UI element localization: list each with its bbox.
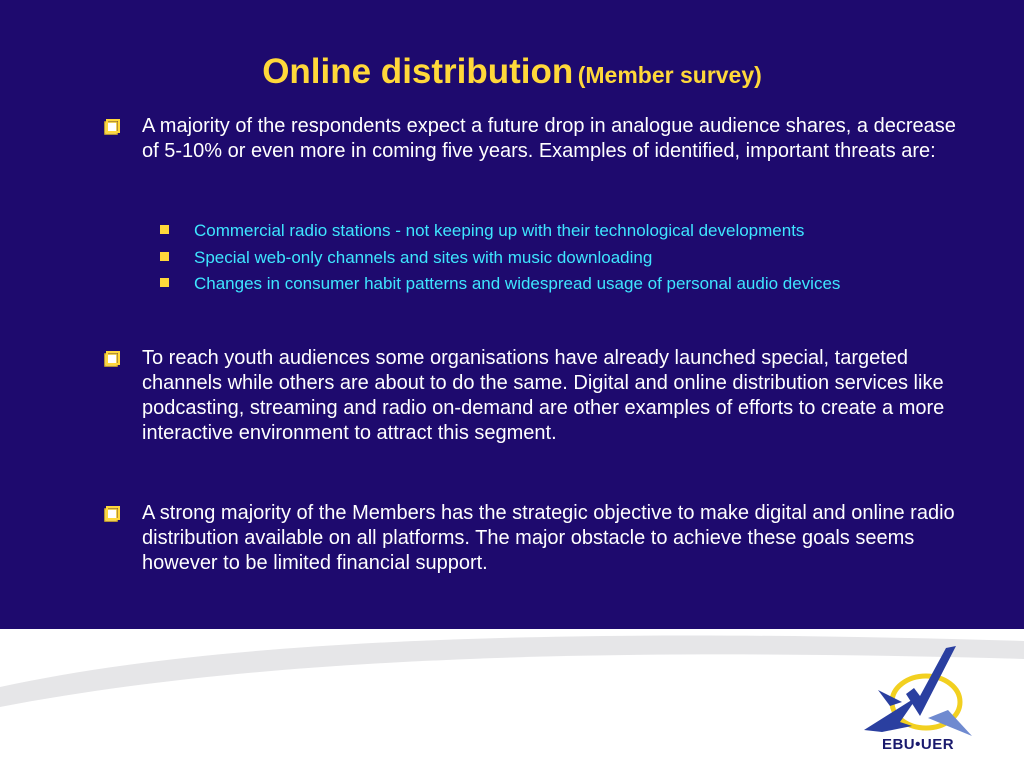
bullet-item bbox=[102, 346, 962, 446]
bullet-item bbox=[102, 501, 962, 576]
bullet-text: A strong majority of the Members has the strategic objective to make digital and online radio distribution available on all platforms. The major obstacle to achieve these goals seems however to be limited financial support. bbox=[142, 502, 955, 574]
sub-bullet-text: Commercial radio stations - not keeping up with their technological developments bbox=[194, 221, 805, 240]
sub-bullet-item bbox=[160, 273, 980, 300]
checkbox-bullet-icon bbox=[102, 349, 122, 369]
title-subtitle: (Member survey) bbox=[577, 62, 762, 88]
threat-list bbox=[160, 220, 980, 300]
square-bullet-icon bbox=[160, 278, 169, 287]
bullet-text: A majority of the respondents expect a future drop in analogue audience shares, a decrease of 5-10% or even more in coming five years. Examples of identified, important threats are: bbox=[142, 115, 956, 162]
checkbox-bullet-icon bbox=[102, 504, 122, 524]
title-main: Online distribution bbox=[262, 52, 574, 91]
slide-title bbox=[0, 52, 1024, 92]
ebu-logo-text: EBU•UER bbox=[881, 736, 955, 753]
sub-bullet-text: Changes in consumer habit patterns and widespread usage of personal audio devices bbox=[194, 274, 841, 293]
checkbox-bullet-icon bbox=[102, 117, 122, 137]
sub-bullet-text: Special web-only channels and sites with music downloading bbox=[194, 247, 653, 267]
bullet-item bbox=[102, 114, 962, 164]
sub-bullet-item bbox=[160, 220, 980, 247]
square-bullet-icon bbox=[160, 252, 169, 261]
bullet-text: To reach youth audiences some organisations have already launched special, targeted channels while others are about to do the same. Digital and online distribution services like podcasting, streaming and radio on-demand are other examples of efforts to create a more interactive environment to attract this segment. bbox=[142, 347, 945, 444]
square-bullet-icon bbox=[160, 225, 169, 234]
sub-bullet-item bbox=[160, 247, 980, 274]
